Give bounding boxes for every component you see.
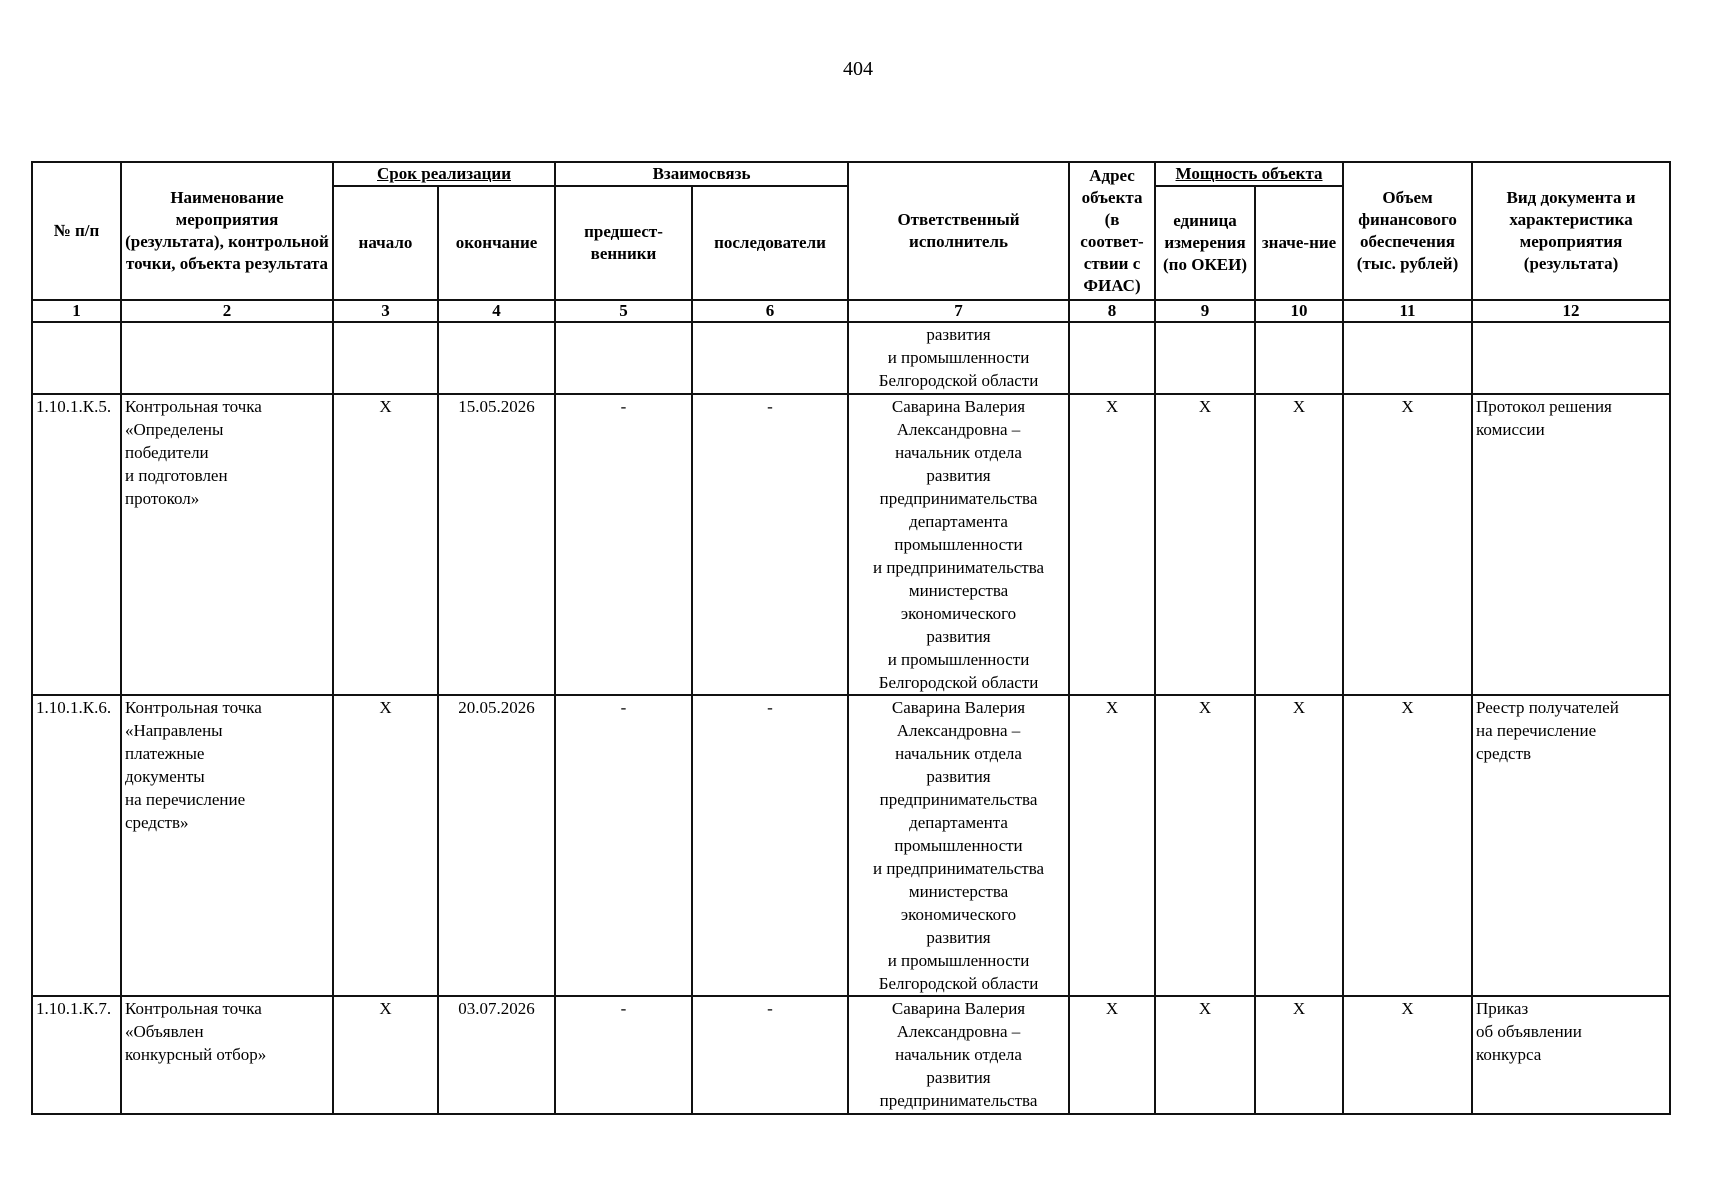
- cell-start: [333, 322, 438, 394]
- header-start: начало: [333, 186, 438, 300]
- cell-predecessors: -: [555, 394, 692, 695]
- header-term-group-label: Срок реализации: [377, 164, 511, 183]
- column-number: 4: [438, 300, 555, 322]
- cell-text-line: и предпринимательства: [872, 558, 1045, 577]
- table-header: [32, 162, 1670, 322]
- header-followers: последователи: [692, 186, 848, 300]
- cell-text-line: экономического: [900, 604, 1017, 623]
- cell-followers: -: [692, 996, 848, 1114]
- cell-text-line: конкурса: [1476, 1045, 1542, 1064]
- cell-value: Х: [1255, 695, 1343, 996]
- header-capacity-group: [1155, 162, 1343, 186]
- table-row: [32, 394, 1670, 695]
- cell-text-line: платежные: [125, 744, 205, 763]
- page-number: 404: [843, 58, 873, 80]
- cell-finance: Х: [1343, 394, 1472, 695]
- cell-end: 15.05.2026: [438, 394, 555, 695]
- header-value: значе-ние: [1255, 186, 1343, 300]
- cell-followers: -: [692, 695, 848, 996]
- cell-text-line: Белгородской области: [878, 673, 1039, 692]
- cell-text-line: Саварина Валерия: [891, 999, 1026, 1018]
- header-address: Адрес объекта (в соответ-ствии с ФИАС): [1069, 162, 1155, 300]
- cell-name: [121, 996, 333, 1114]
- cell-doc: [1472, 394, 1670, 695]
- header-num: № п/п: [32, 162, 121, 300]
- cell-num: 1.10.1.К.5.: [32, 394, 121, 695]
- table-row: [32, 695, 1670, 996]
- header-unit: единица измерения (по ОКЕИ): [1155, 186, 1255, 300]
- cell-finance: [1343, 322, 1472, 394]
- cell-unit: Х: [1155, 394, 1255, 695]
- cell-finance: Х: [1343, 695, 1472, 996]
- cell-text-line: Александровна –: [896, 721, 1021, 740]
- cell-followers: -: [692, 394, 848, 695]
- cell-text-line: Александровна –: [896, 1022, 1021, 1041]
- cell-unit: Х: [1155, 695, 1255, 996]
- cell-text-line: предпринимательства: [879, 790, 1038, 809]
- cell-doc: [1472, 322, 1670, 394]
- cell-text-line: и промышленности: [887, 951, 1030, 970]
- cell-text-line: Реестр получателей: [1476, 698, 1619, 717]
- header-name: Наименование мероприятия (результата), контрольной точки, объекта результата: [121, 162, 333, 300]
- cell-text-line: развития: [926, 325, 991, 344]
- cell-text-line: развития: [926, 1068, 991, 1087]
- cell-text-line: Саварина Валерия: [891, 698, 1026, 717]
- column-number: 12: [1472, 300, 1670, 322]
- cell-text-line: начальник отдела: [895, 443, 1022, 462]
- cell-doc: [1472, 695, 1670, 996]
- cell-text-line: «Объявлен: [125, 1022, 204, 1041]
- cell-text-line: министерства: [908, 581, 1009, 600]
- cell-end: [438, 322, 555, 394]
- cell-text-line: Приказ: [1476, 999, 1529, 1018]
- cell-address: Х: [1069, 695, 1155, 996]
- column-number: 6: [692, 300, 848, 322]
- header-executor: Ответственный исполнитель: [848, 162, 1069, 300]
- cell-unit: Х: [1155, 996, 1255, 1114]
- cell-text-line: начальник отдела: [895, 1045, 1022, 1064]
- plan-table: [31, 161, 1671, 1115]
- cell-text-line: и предпринимательства: [872, 859, 1045, 878]
- cell-name: [121, 695, 333, 996]
- cell-text-line: об объявлении: [1476, 1022, 1582, 1041]
- column-number: 10: [1255, 300, 1343, 322]
- header-capacity-group-label: Мощность объекта: [1175, 164, 1323, 183]
- cell-text-line: Контрольная точка: [125, 999, 262, 1018]
- cell-start: Х: [333, 394, 438, 695]
- cell-num: 1.10.1.К.7.: [32, 996, 121, 1114]
- cell-text-line: развития: [926, 627, 991, 646]
- cell-text-line: промышленности: [894, 836, 1023, 855]
- cell-name: [121, 322, 333, 394]
- cell-text-line: Александровна –: [896, 420, 1021, 439]
- cell-value: [1255, 322, 1343, 394]
- cell-predecessors: -: [555, 695, 692, 996]
- cell-value: Х: [1255, 996, 1343, 1114]
- header-doc: Вид документа и характеристика мероприятия (результата): [1472, 162, 1670, 300]
- cell-num: 1.10.1.К.6.: [32, 695, 121, 996]
- cell-end: 20.05.2026: [438, 695, 555, 996]
- cell-doc: [1472, 996, 1670, 1114]
- cell-text-line: «Направлены: [125, 721, 223, 740]
- cell-text-line: документы: [125, 767, 205, 786]
- cell-executor: [848, 394, 1069, 695]
- header-end: окончание: [438, 186, 555, 300]
- cell-text-line: развития: [926, 767, 991, 786]
- cell-text-line: Протокол решения: [1476, 397, 1612, 416]
- column-number: 5: [555, 300, 692, 322]
- cell-followers: [692, 322, 848, 394]
- cell-text-line: департамента: [909, 813, 1008, 832]
- column-numbers-row: [32, 300, 1670, 322]
- cell-text-line: министерства: [908, 882, 1009, 901]
- cell-text-line: и подготовлен: [125, 466, 228, 485]
- cell-executor: [848, 322, 1069, 394]
- cell-text-line: на перечисление: [1476, 721, 1597, 740]
- cell-text-line: победители: [125, 443, 209, 462]
- cell-text-line: и промышленности: [887, 348, 1030, 367]
- cell-address: [1069, 322, 1155, 394]
- cell-address: Х: [1069, 394, 1155, 695]
- cell-predecessors: -: [555, 996, 692, 1114]
- cell-text-line: предпринимательства: [879, 489, 1038, 508]
- column-number: 3: [333, 300, 438, 322]
- column-number: 7: [848, 300, 1069, 322]
- cell-text-line: конкурсный отбор»: [125, 1045, 267, 1064]
- cell-text-line: Контрольная точка: [125, 397, 262, 416]
- cell-value: Х: [1255, 394, 1343, 695]
- cell-finance: Х: [1343, 996, 1472, 1114]
- cell-text-line: средств»: [125, 813, 189, 832]
- header-term-group: [333, 162, 555, 186]
- cell-start: Х: [333, 996, 438, 1114]
- cell-address: Х: [1069, 996, 1155, 1114]
- cell-text-line: предпринимательства: [879, 1091, 1038, 1110]
- column-number: 1: [32, 300, 121, 322]
- cell-end: 03.07.2026: [438, 996, 555, 1114]
- cell-text-line: Белгородской области: [878, 974, 1039, 993]
- cell-text-line: начальник отдела: [895, 744, 1022, 763]
- table-row: [32, 996, 1670, 1114]
- cell-name: [121, 394, 333, 695]
- header-finance: Объем финансового обеспечения (тыс. рублей): [1343, 162, 1472, 300]
- header-predecessors: предшест-венники: [555, 186, 692, 300]
- cell-text-line: экономического: [900, 905, 1017, 924]
- column-number: 2: [121, 300, 333, 322]
- cell-text-line: промышленности: [894, 535, 1023, 554]
- cell-text-line: развития: [926, 466, 991, 485]
- cell-text-line: и промышленности: [887, 650, 1030, 669]
- cell-text-line: департамента: [909, 512, 1008, 531]
- cell-text-line: Белгородской области: [878, 371, 1039, 390]
- cell-executor: [848, 996, 1069, 1114]
- cell-text-line: «Определены: [125, 420, 224, 439]
- cell-num: [32, 322, 121, 394]
- cell-text-line: средств: [1476, 744, 1532, 763]
- cell-text-line: Саварина Валерия: [891, 397, 1026, 416]
- column-number: 11: [1343, 300, 1472, 322]
- cell-text-line: на перечисление: [125, 790, 246, 809]
- column-number: 9: [1155, 300, 1255, 322]
- table-row-continuation: [32, 322, 1670, 394]
- cell-executor: [848, 695, 1069, 996]
- cell-text-line: развития: [926, 928, 991, 947]
- cell-start: Х: [333, 695, 438, 996]
- cell-predecessors: [555, 322, 692, 394]
- column-number: 8: [1069, 300, 1155, 322]
- cell-text-line: Контрольная точка: [125, 698, 262, 717]
- cell-text-line: протокол»: [125, 489, 200, 508]
- cell-text-line: комиссии: [1476, 420, 1545, 439]
- cell-unit: [1155, 322, 1255, 394]
- header-link-group: Взаимосвязь: [555, 162, 848, 186]
